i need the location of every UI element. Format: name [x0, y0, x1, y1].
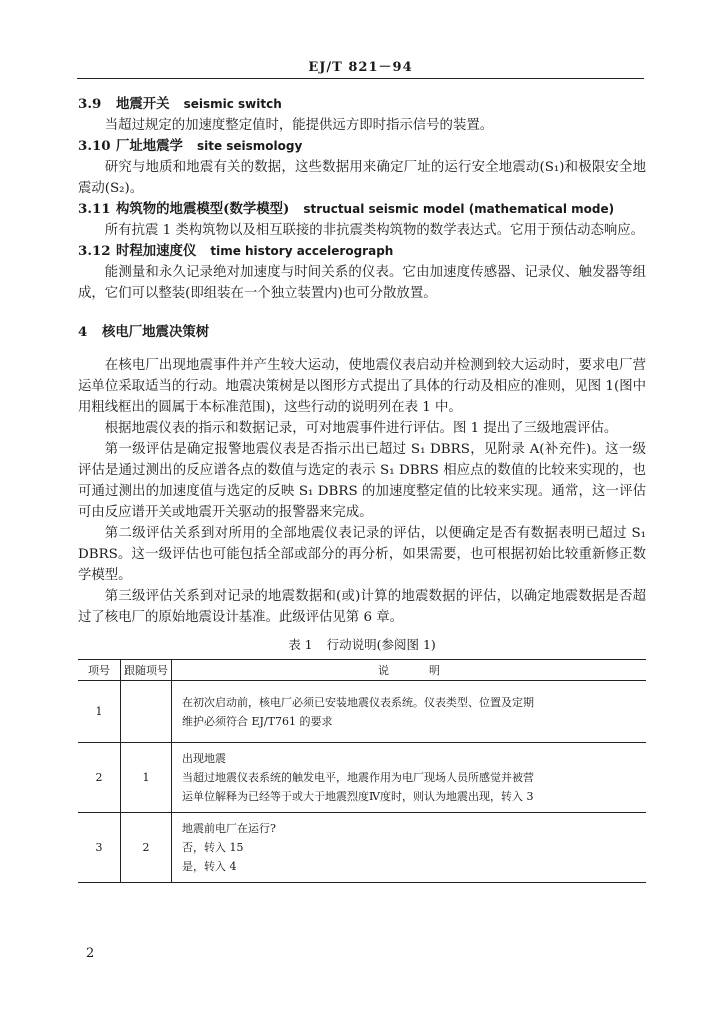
action-table — [78, 659, 646, 883]
term-definition: 当超过规定的加速度整定值时，能提供远方即时指示信号的装置。 — [104, 118, 494, 133]
table-row — [78, 681, 646, 743]
header-description: 说明 — [172, 660, 647, 681]
term-heading: 3.12 时程加速度仪 time history accelerograph — [78, 243, 394, 259]
header-item: 项号 — [78, 660, 121, 681]
term-definition: 能测量和永久记录绝对加速度与时间关系的仪表。它由加速度传感器、记录仪、触发器等组成，它们可以整装(即组装在一个独立装置内)也可分散放置。 — [78, 265, 646, 301]
document-code: EJ/T 821－94 — [308, 60, 413, 75]
follow-number — [121, 681, 172, 743]
term-heading: 3.11 构筑物的地震模型(数学模型) structual seismic model (mathematical mode) — [78, 201, 615, 217]
section-paragraph: 第三级评估关系到对记录的地震数据和(或)计算的地震数据的评估，以确定地震数据是否超过了核电厂的原始地震设计基准。此级评估见第 6 章。 — [78, 589, 646, 625]
table-row — [78, 813, 646, 883]
term-heading: 3.10 厂址地震学 site seismology — [78, 138, 303, 154]
table-row — [78, 743, 646, 813]
term-definition: 所有抗震 1 类构筑物以及相互联接的非抗震类构筑物的数学表达式。它用于预估动态响应。 — [104, 223, 645, 238]
item-number: 3 — [78, 813, 121, 883]
item-number: 1 — [78, 681, 121, 743]
section-paragraph: 根据地震仪表的指示和数据记录，可对地震事件进行评估。图 1 提出了三级地震评估。 — [104, 421, 618, 436]
header-follow: 跟随项号 — [121, 660, 172, 681]
section-paragraph: 第二级评估关系到对所用的全部地震仪表记录的评估，以便确定是否有数据表明已超过 S₁ DBRS。这一级评估也可能包括全部或部分的再分析，如果需要，也可根据初始比较重新修正数学模型。 — [78, 526, 646, 583]
follow-number: 1 — [121, 743, 172, 813]
row-description: 出现地震 当超过地震仪表系统的触发电平，地震作用为电厂现场人员所感觉并被营 运单位解释为已经等于或大于地震烈度Ⅳ度时，则认为地震出现，转入 3 — [172, 743, 647, 813]
term-heading: 3.9 地震开关 seismic switch — [78, 96, 282, 112]
page-number: 2 — [86, 946, 95, 961]
section-heading: 4 核电厂地震决策树 — [78, 324, 210, 340]
header-rule — [77, 78, 644, 79]
item-number: 2 — [78, 743, 121, 813]
term-definition: 研究与地质和地震有关的数据，这些数据用来确定厂址的运行安全地震动(S₁)和极限安全地震动(S₂)。 — [78, 160, 646, 196]
row-description: 在初次启动前，核电厂必须已安装地震仪表系统。仪表类型、位置及定期 维护必须符合 EJ/T761 的要求 — [172, 681, 647, 743]
section-paragraph: 第一级评估是确定报警地震仪表是否指示出已超过 S₁ DBRS，见附录 A(补充件)。这一级评估是通过测出的反应谱各点的数值与选定的表示 S₁ DBRS 相应点的数值的比较来实现的，也可通过测出的加速度值与选定的反映 S₁ DBRS 的加速度整定值的比较来实现。通常，这一评估可由反应谱开关或地震开关驱动的报警器来完成。 — [78, 442, 646, 520]
follow-number: 2 — [121, 813, 172, 883]
section-paragraph: 在核电厂出现地震事件并产生较大运动，使地震仪表启动并检测到较大运动时，要求电厂营运单位采取适当的行动。地震决策树是以图形方式提出了具体的行动及相应的准则，见图 1(图中用粗线框出的圆属于本标准范围)，这些行动的说明列在表 1 中。 — [78, 358, 646, 415]
page-content — [78, 94, 646, 883]
row-description: 地震前电厂在运行? 否，转入 15 是，转入 4 — [182, 822, 276, 873]
table-caption: 表 1 行动说明(参阅图 1) — [288, 637, 436, 652]
table-header-row — [78, 660, 646, 681]
